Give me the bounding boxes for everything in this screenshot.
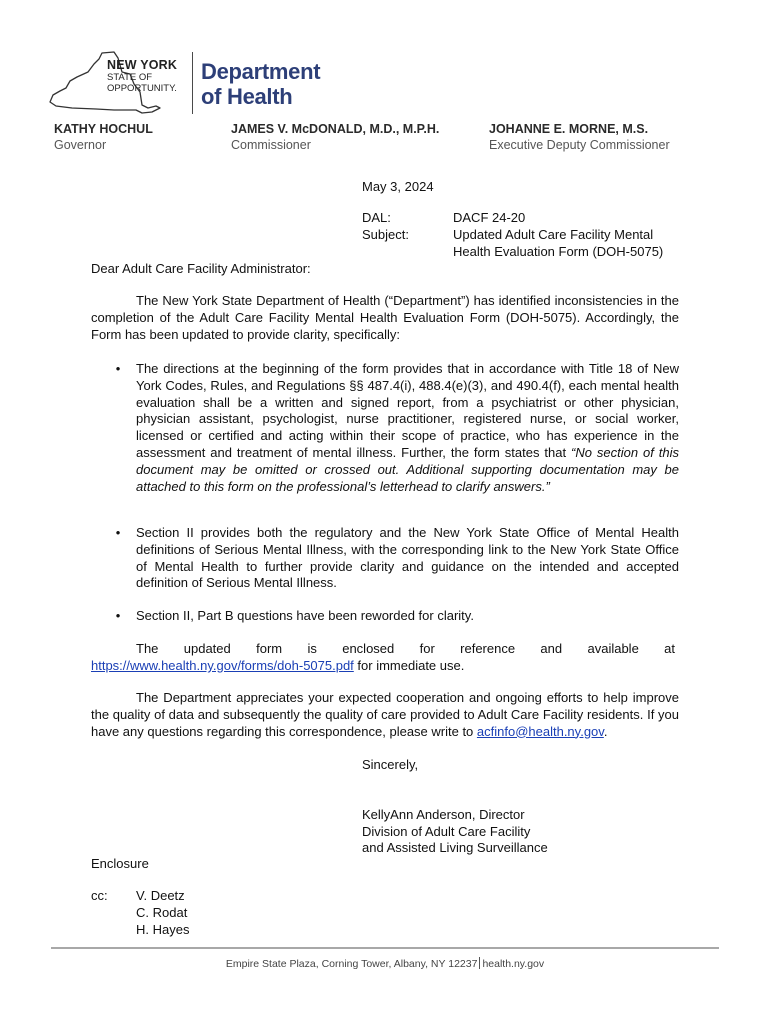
- officer-name: JOHANNE E. MORNE, M.S.: [489, 122, 649, 136]
- officer-role: Commissioner: [231, 138, 311, 152]
- officer-role: Governor: [54, 138, 107, 152]
- bullet-marker: •: [115, 525, 121, 540]
- intro-paragraph: The New York State Department of Health (“Department”) has identified inconsistencies in the completion of the Adult Care Facility Mental Health Evaluation Form (DOH-5075). Accordingly, the Form has been updated to provide clarity, specifically:: [91, 293, 679, 342]
- bullet-marker: •: [115, 361, 121, 376]
- bullet-marker: •: [115, 608, 121, 623]
- bullet-item-directions: [136, 361, 679, 495]
- form-link-tail: for immediate use.: [353, 658, 465, 673]
- bullet-item-part-b: Section II, Part B questions have been reworded for clarity.: [136, 608, 474, 623]
- form-link[interactable]: https://www.health.ny.gov/forms/doh-5075.pdf: [91, 658, 354, 673]
- state-line-1: NEW YORK: [107, 58, 178, 72]
- footer-address: Empire State Plaza, Corning Tower, Albany, NY 12237: [225, 958, 478, 970]
- cc-name: V. Deetz: [136, 888, 185, 903]
- cc-name: H. Hayes: [136, 922, 190, 937]
- subject-label: Subject:: [362, 227, 409, 242]
- officer-role: Executive Deputy Commissioner: [489, 138, 670, 152]
- nys-wordmark: [107, 59, 177, 94]
- dal-label: DAL:: [362, 210, 391, 225]
- signer-name: KellyAnn Anderson, Director: [362, 807, 525, 822]
- salutation: Dear Adult Care Facility Administrator:: [91, 261, 311, 276]
- email-link[interactable]: acfinfo@health.ny.gov: [476, 723, 604, 739]
- officer-name: JAMES V. McDONALD, M.D., M.P.H.: [231, 122, 440, 136]
- officer-executive-deputy: [489, 121, 670, 153]
- closing-paragraph: [91, 690, 679, 740]
- department-line-1: Department: [201, 59, 321, 84]
- bullet-1-text: The directions at the beginning of the form provides that in accordance with Title 18 of New York Codes, Rules, and Regulations §§ 487.4(i), 488.4(e)(3), and 490.4(f), each mental health evaluation shall be a written and signed report, from a psychiatrist or other physician, physician assistant, psychologist, nurse practitioner, registered nurse, or social worker, licensed or certified and acting within their scope of practice, who has experience in the assessment and treatment of mental illness. Further, the form states that: [136, 361, 679, 460]
- signer-division: Division of Adult Care Facility: [362, 824, 531, 839]
- footer-separator: [479, 957, 480, 969]
- department-name: [201, 59, 320, 109]
- closing-salutation: Sincerely,: [362, 757, 419, 772]
- officer-governor: [54, 121, 153, 153]
- enclosed-form-line: The updated form is enclosed for reference and available at: [136, 641, 675, 656]
- footer-website: health.ny.gov: [482, 958, 545, 970]
- state-line-3: OPPORTUNITY.: [107, 83, 177, 94]
- cc-name: C. Rodat: [136, 905, 188, 920]
- bullet-1-quote: “No section of this document may be omitted or crossed out. Additional supporting documentation may be attached to this form on the professional’s letterhead to clarify answers.”: [136, 444, 680, 494]
- officer-name: KATHY HOCHUL: [54, 122, 153, 136]
- footer-rule: [51, 947, 719, 949]
- officer-commissioner: [231, 121, 439, 153]
- department-line-2: of Health: [201, 84, 293, 109]
- subject-line-1: Updated Adult Care Facility Mental: [453, 227, 654, 242]
- bullet-item-section-ii: Section II provides both the regulatory and the New York State Office of Mental Health definitions of Serious Mental Illness, with the corresponding link to the New York State Office of Mental Health to further provide clarity and guidance on the intended and accepted definition of Serious Mental Illness.: [136, 525, 679, 591]
- logo-divider: [192, 52, 193, 114]
- enclosure-label: Enclosure: [91, 856, 149, 871]
- dal-value: DACF 24-20: [453, 210, 526, 225]
- state-line-2: STATE OF: [107, 72, 153, 83]
- form-link-line: [91, 658, 464, 675]
- cc-label: cc:: [91, 888, 108, 903]
- closing-period: .: [603, 723, 608, 739]
- letter-date: May 3, 2024: [362, 179, 434, 194]
- signer-division-cont: and Assisted Living Surveillance: [362, 840, 548, 855]
- subject-line-2: Health Evaluation Form (DOH-5075): [453, 244, 664, 259]
- closing-text: The Department appreciates your expected cooperation and ongoing efforts to help improve the quality of data and subsequently the quality of care provided to Adult Care Facility residents. If you have any questions regarding this correspondence, please write to: [91, 690, 679, 739]
- footer: [0, 957, 770, 970]
